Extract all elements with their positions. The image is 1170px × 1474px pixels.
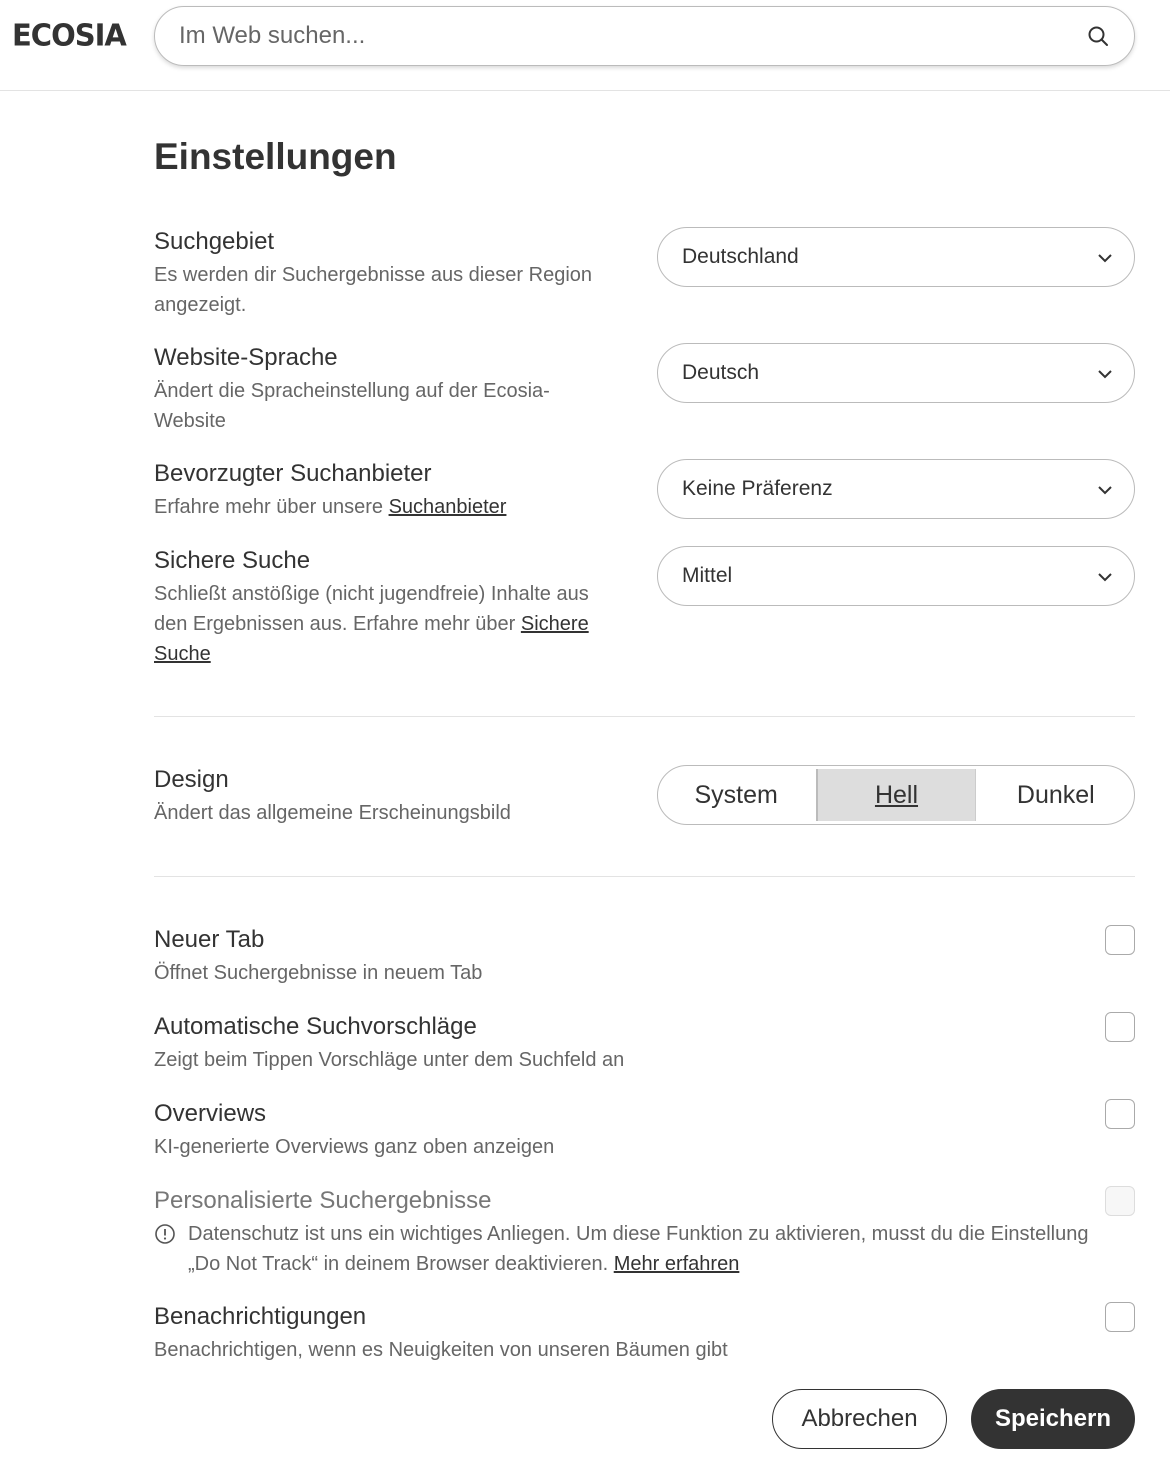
- safe-search-select[interactable]: [657, 546, 1135, 606]
- page-title: Einstellungen: [154, 136, 397, 177]
- setting-suchvorschlaege: [154, 1013, 1094, 1075]
- setting-label: Benachrichtigungen: [154, 1303, 367, 1330]
- design-option-system[interactable]: System: [694, 780, 778, 809]
- chevron-down-icon: [1098, 361, 1112, 385]
- desc-text: Erfahre mehr über unsere: [154, 496, 389, 518]
- setting-design: [154, 766, 614, 828]
- setting-label: Website-Sprache: [154, 344, 338, 371]
- setting-benachrichtigungen: [154, 1303, 1094, 1365]
- search-icon[interactable]: [1086, 24, 1110, 48]
- design-toggle: [657, 765, 1135, 825]
- setting-label: Personalisierte Suchergebnisse: [154, 1187, 492, 1214]
- setting-label: Sichere Suche: [154, 547, 311, 574]
- setting-suchgebiet: [154, 228, 614, 320]
- select-value: Keine Präferenz: [682, 477, 833, 500]
- setting-desc: Zeigt beim Tippen Vorschläge unter dem Suchfeld an: [154, 1049, 625, 1071]
- search-input[interactable]: [179, 22, 1086, 50]
- design-option-dunkel[interactable]: Dunkel: [1016, 780, 1095, 809]
- setting-neuer-tab: [154, 926, 1094, 988]
- setting-sichere-suche: [154, 547, 614, 669]
- setting-desc: [154, 579, 614, 669]
- setting-suchanbieter: [154, 460, 614, 522]
- section-divider: [154, 716, 1135, 717]
- setting-desc: Ändert die Spracheinstellung auf der Ecosia-Website: [154, 380, 550, 432]
- setting-desc: [154, 492, 614, 522]
- select-value: Deutschland: [682, 245, 799, 268]
- setting-label: Automatische Suchvorschläge: [154, 1013, 477, 1040]
- neuer-tab-checkbox[interactable]: [1105, 925, 1135, 955]
- setting-desc: Ändert das allgemeine Erscheinungsbild: [154, 802, 511, 824]
- setting-desc: KI-generierte Overviews ganz oben anzeigen: [154, 1136, 555, 1158]
- select-value: Mittel: [682, 564, 733, 587]
- mehr-erfahren-link[interactable]: Mehr erfahren: [613, 1253, 740, 1275]
- region-select[interactable]: [657, 227, 1135, 287]
- setting-desc: Benachrichtigen, wenn es Neuigkeiten von unseren Bäumen gibt: [154, 1339, 728, 1361]
- setting-desc: Öffnet Suchergebnisse in neuem Tab: [154, 962, 483, 984]
- provider-select[interactable]: [657, 459, 1135, 519]
- suchvorschlaege-checkbox[interactable]: [1105, 1012, 1135, 1042]
- select-value: Deutsch: [682, 361, 760, 384]
- chevron-down-icon: [1098, 564, 1112, 588]
- setting-label: Design: [154, 766, 229, 793]
- personalisiert-checkbox[interactable]: [1105, 1186, 1135, 1216]
- search-bar[interactable]: [154, 6, 1135, 66]
- setting-label: Suchgebiet: [154, 228, 275, 255]
- design-option-hell[interactable]: Hell: [816, 769, 975, 821]
- benachrichtigungen-checkbox[interactable]: [1105, 1302, 1135, 1332]
- chevron-down-icon: [1098, 477, 1112, 501]
- setting-desc: Es werden dir Suchergebnisse aus dieser Region angezeigt.: [154, 264, 593, 316]
- info-icon: [154, 1223, 176, 1279]
- setting-label: Overviews: [154, 1100, 267, 1127]
- sichere-suche-link[interactable]: Sichere Suche: [154, 613, 589, 665]
- setting-label: Bevorzugter Suchanbieter: [154, 460, 432, 487]
- cancel-button[interactable]: Abbrechen: [772, 1389, 947, 1449]
- ecosia-logo[interactable]: ECOSIA: [12, 17, 126, 53]
- setting-website-sprache: [154, 344, 614, 436]
- setting-personalisiert: [154, 1187, 1094, 1279]
- language-select[interactable]: [657, 343, 1135, 403]
- setting-desc: [154, 1219, 1094, 1279]
- save-button[interactable]: Speichern: [971, 1389, 1135, 1449]
- section-divider: [154, 876, 1135, 877]
- desc-text: Schließt anstößige (nicht jugendfreie) Inhalte aus den Ergebnissen aus. Erfahre mehr über: [154, 583, 589, 635]
- chevron-down-icon: [1098, 245, 1112, 269]
- header-divider: [0, 90, 1170, 91]
- setting-label: Neuer Tab: [154, 926, 265, 953]
- desc-text: Datenschutz ist uns ein wichtiges Anliegen. Um diese Funktion zu aktivieren, musst du die Einstellung „Do Not Track“ in deinem Browser deaktivieren.: [188, 1223, 1089, 1275]
- suchanbieter-link[interactable]: Suchanbieter: [388, 496, 507, 518]
- setting-overviews: [154, 1100, 1094, 1162]
- overviews-checkbox[interactable]: [1105, 1099, 1135, 1129]
